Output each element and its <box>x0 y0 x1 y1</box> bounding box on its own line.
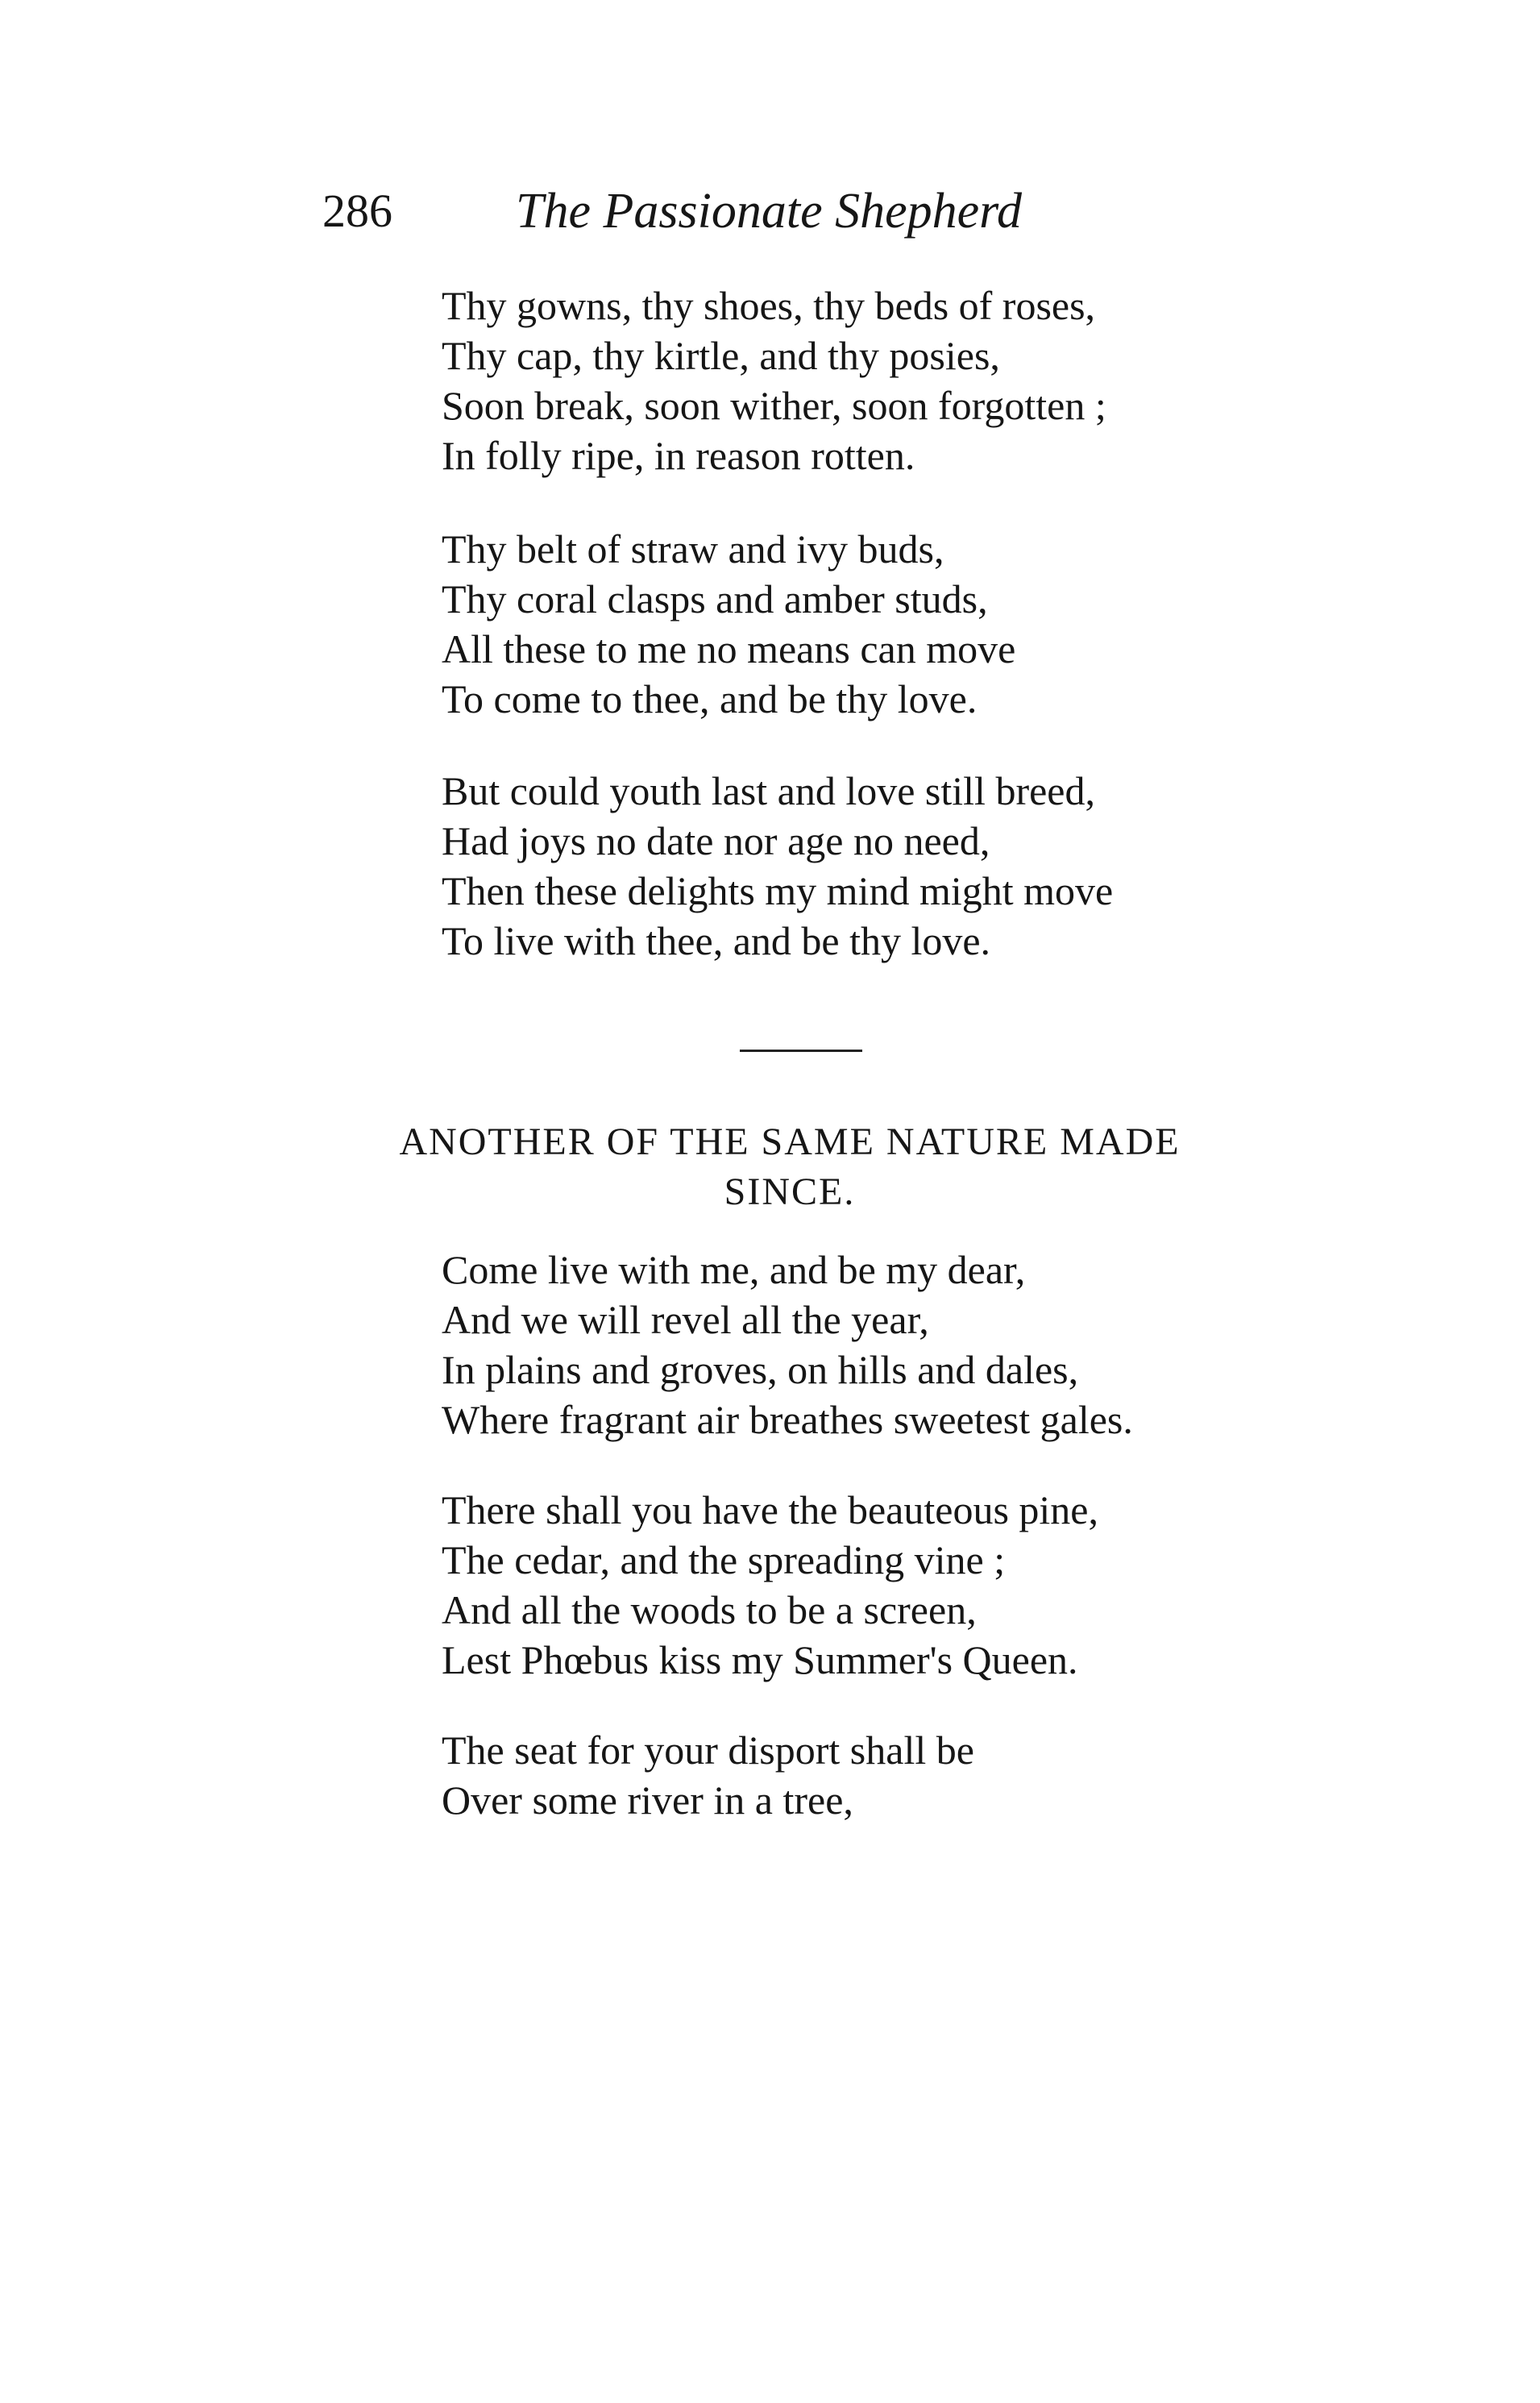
verse-line: Soon break, soon wither, soon forgotten ; <box>442 383 1106 428</box>
running-title: The Passionate Shepherd <box>516 184 1022 239</box>
page-number: 286 <box>322 185 392 237</box>
poem-two-heading <box>306 1117 1273 1217</box>
verse-line: In folly ripe, in reason rotten. <box>442 433 915 478</box>
poem-one-stanza-3 <box>442 766 1113 966</box>
section-divider-rule <box>740 1050 862 1052</box>
verse-line: All these to me no means can move <box>442 626 1016 671</box>
poem-one-stanza-1 <box>442 281 1106 480</box>
verse-line: Lest Phœbus kiss my Summer's Queen. <box>442 1637 1078 1682</box>
verse-line: Then these delights my mind might move <box>442 868 1114 913</box>
verse-line: Thy coral clasps and amber studs, <box>442 576 988 622</box>
verse-line: But could youth last and love still breed, <box>442 768 1095 813</box>
verse-line: To come to thee, and be thy love. <box>442 676 978 721</box>
verse-line: And all the woods to be a screen, <box>442 1587 977 1632</box>
verse-line: The cedar, and the spreading vine ; <box>442 1537 1006 1582</box>
running-head <box>322 179 1209 243</box>
verse-line: And we will revel all the year, <box>442 1297 929 1342</box>
poem-one-stanza-2 <box>442 524 1015 724</box>
poem-two-stanza-3 <box>442 1725 974 1825</box>
verse-line: There shall you have the beauteous pine, <box>442 1487 1098 1532</box>
verse-line: Thy cap, thy kirtle, and thy posies, <box>442 333 1000 378</box>
verse-line: In plains and groves, on hills and dales, <box>442 1347 1079 1392</box>
verse-line: Had joys no date nor age no need, <box>442 818 990 863</box>
verse-line: Where fragrant air breathes sweetest gales. <box>442 1397 1133 1442</box>
verse-line: Come live with me, and be my dear, <box>442 1247 1026 1292</box>
verse-line: The seat for your disport shall be <box>442 1727 974 1773</box>
verse-line: To live with thee, and be thy love. <box>442 918 991 963</box>
verse-line: Over some river in a tree, <box>442 1777 853 1823</box>
heading-line-2: SINCE. <box>724 1170 856 1213</box>
heading-line-1: ANOTHER OF THE SAME NATURE MADE <box>399 1120 1181 1163</box>
poem-two-stanza-2 <box>442 1485 1098 1685</box>
poem-two-stanza-1 <box>442 1245 1133 1445</box>
verse-line: Thy gowns, thy shoes, thy beds of roses, <box>442 283 1096 328</box>
verse-line: Thy belt of straw and ivy buds, <box>442 526 944 572</box>
